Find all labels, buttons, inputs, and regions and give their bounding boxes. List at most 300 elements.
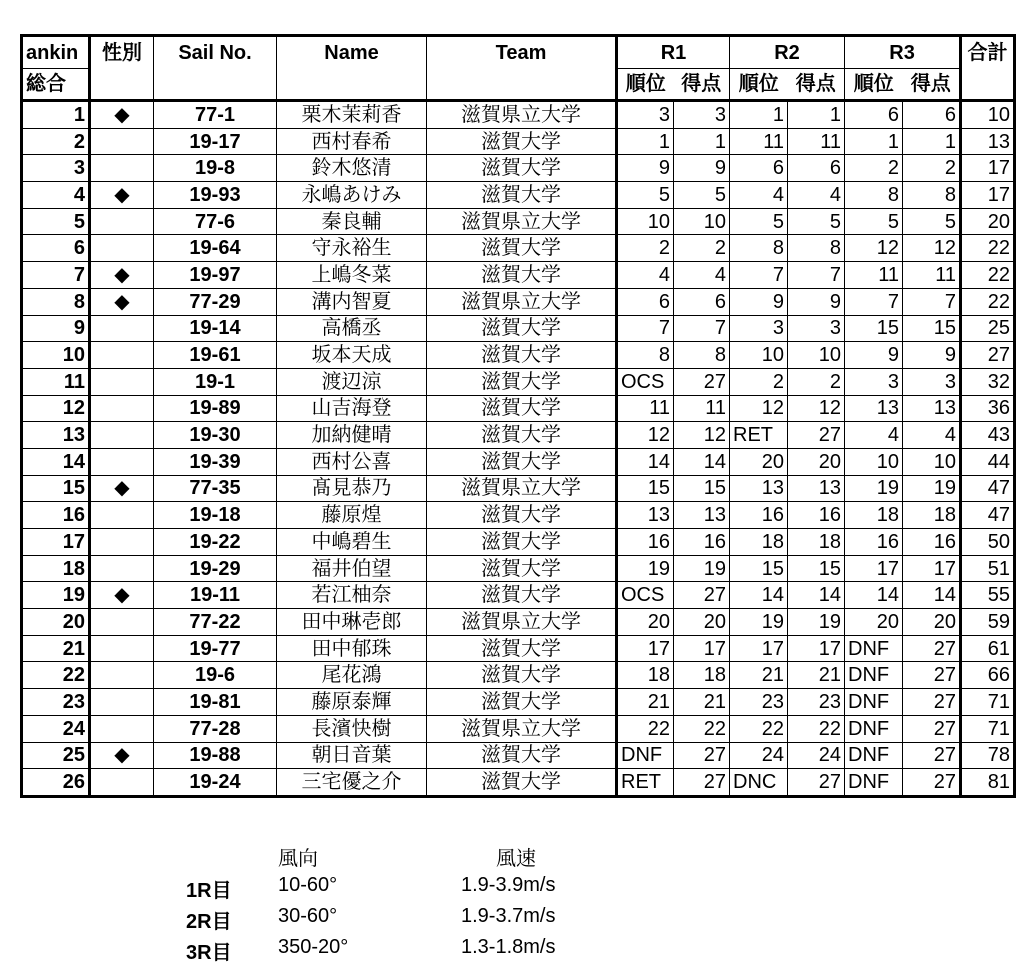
- cell-r1s: 14: [674, 448, 730, 475]
- cell-team: 滋賀大学: [427, 742, 617, 769]
- cell-gender: ◆: [90, 288, 154, 315]
- cell-r1p: 9: [617, 155, 674, 182]
- cell-gender: [90, 315, 154, 342]
- cell-name: 朝日音葉: [277, 742, 427, 769]
- cell-r2p: 11: [730, 128, 788, 155]
- cell-total: 78: [961, 742, 1015, 769]
- cell-total: 55: [961, 582, 1015, 609]
- cell-name: 山吉海登: [277, 395, 427, 422]
- cell-rank: 8: [22, 288, 90, 315]
- cell-gender: [90, 689, 154, 716]
- cell-name: 高橋丞: [277, 315, 427, 342]
- cell-sail: 19-77: [154, 635, 277, 662]
- table-row: [22, 609, 1015, 636]
- cell-rank: 17: [22, 529, 90, 556]
- header-r1-pos: 順位: [617, 69, 674, 101]
- table-row: [22, 128, 1015, 155]
- cell-team: 滋賀大学: [427, 582, 617, 609]
- cell-sail: 19-1: [154, 368, 277, 395]
- cell-r2s: 5: [788, 208, 845, 235]
- cell-gender: ◆: [90, 475, 154, 502]
- cell-r3p: 8: [845, 182, 903, 209]
- wind-direction-value: 30-60°: [278, 905, 338, 927]
- cell-r2p: 8: [730, 235, 788, 262]
- cell-total: 22: [961, 262, 1015, 289]
- cell-r1p: 12: [617, 422, 674, 449]
- cell-r2p: 21: [730, 662, 788, 689]
- cell-sail: 77-35: [154, 475, 277, 502]
- cell-team: 滋賀大学: [427, 448, 617, 475]
- table-row: [22, 235, 1015, 262]
- cell-sail: 19-88: [154, 742, 277, 769]
- cell-total: 13: [961, 128, 1015, 155]
- cell-rank: 4: [22, 182, 90, 209]
- cell-gender: [90, 208, 154, 235]
- cell-r2p: 6: [730, 155, 788, 182]
- table-row: [22, 448, 1015, 475]
- cell-team: 滋賀大学: [427, 235, 617, 262]
- cell-r1s: 13: [674, 502, 730, 529]
- cell-r1s: 27: [674, 368, 730, 395]
- cell-r2p: 18: [730, 529, 788, 556]
- cell-gender: [90, 155, 154, 182]
- cell-r1p: 10: [617, 208, 674, 235]
- wind-race-label: 3R目: [186, 942, 232, 964]
- cell-name: 田中琳壱郎: [277, 609, 427, 636]
- cell-r2p: 15: [730, 555, 788, 582]
- cell-r3p: DNF: [845, 742, 903, 769]
- cell-r3p: 14: [845, 582, 903, 609]
- cell-sail: 19-64: [154, 235, 277, 262]
- cell-gender: ◆: [90, 262, 154, 289]
- cell-r2p: 13: [730, 475, 788, 502]
- cell-gender: [90, 715, 154, 742]
- cell-sail: 77-29: [154, 288, 277, 315]
- cell-rank: 6: [22, 235, 90, 262]
- cell-r3p: 12: [845, 235, 903, 262]
- cell-r3s: 7: [903, 288, 961, 315]
- table-row: [22, 101, 1015, 129]
- cell-r3s: 27: [903, 635, 961, 662]
- header-r2-score: 得点: [788, 69, 845, 101]
- cell-r2p: 14: [730, 582, 788, 609]
- cell-r2s: 24: [788, 742, 845, 769]
- cell-r3p: 1: [845, 128, 903, 155]
- cell-r1p: 20: [617, 609, 674, 636]
- cell-total: 36: [961, 395, 1015, 422]
- cell-name: 守永裕生: [277, 235, 427, 262]
- cell-team: 滋賀大学: [427, 395, 617, 422]
- cell-r1p: 1: [617, 128, 674, 155]
- cell-name: 藤原泰輝: [277, 689, 427, 716]
- cell-team: 滋賀大学: [427, 422, 617, 449]
- cell-r1s: 9: [674, 155, 730, 182]
- cell-r1s: 3: [674, 101, 730, 129]
- cell-r2p: 20: [730, 448, 788, 475]
- cell-r2s: 10: [788, 342, 845, 369]
- cell-r2p: 12: [730, 395, 788, 422]
- cell-gender: [90, 128, 154, 155]
- header-gender: 性別: [90, 36, 154, 69]
- cell-r2s: 9: [788, 288, 845, 315]
- cell-total: 71: [961, 715, 1015, 742]
- cell-r3p: DNF: [845, 769, 903, 797]
- cell-name: 上嶋冬菜: [277, 262, 427, 289]
- cell-r3s: 27: [903, 715, 961, 742]
- cell-name: 福井伯望: [277, 555, 427, 582]
- cell-r1p: 6: [617, 288, 674, 315]
- header-ranking: ankin: [22, 36, 90, 69]
- cell-r3p: 15: [845, 315, 903, 342]
- header-r3-pos: 順位: [845, 69, 903, 101]
- cell-r3s: 15: [903, 315, 961, 342]
- table-row: [22, 182, 1015, 209]
- cell-rank: 7: [22, 262, 90, 289]
- wind-race-label: 1R目: [186, 880, 232, 902]
- header-ranking-overall: 総合: [22, 69, 90, 101]
- cell-r1s: 16: [674, 529, 730, 556]
- cell-r3s: 14: [903, 582, 961, 609]
- cell-gender: [90, 555, 154, 582]
- cell-r3p: 18: [845, 502, 903, 529]
- cell-r2s: 18: [788, 529, 845, 556]
- cell-r1s: 1: [674, 128, 730, 155]
- cell-total: 59: [961, 609, 1015, 636]
- cell-name: 加納健晴: [277, 422, 427, 449]
- table-row: [22, 662, 1015, 689]
- cell-gender: [90, 609, 154, 636]
- cell-name: 秦良輔: [277, 208, 427, 235]
- cell-r2s: 13: [788, 475, 845, 502]
- cell-rank: 3: [22, 155, 90, 182]
- cell-r3s: 27: [903, 742, 961, 769]
- cell-total: 32: [961, 368, 1015, 395]
- cell-r1p: OCS: [617, 368, 674, 395]
- cell-r1s: 17: [674, 635, 730, 662]
- cell-r2s: 2: [788, 368, 845, 395]
- cell-r3s: 6: [903, 101, 961, 129]
- cell-r3s: 27: [903, 662, 961, 689]
- cell-gender: [90, 368, 154, 395]
- cell-rank: 19: [22, 582, 90, 609]
- cell-r3s: 18: [903, 502, 961, 529]
- header-r3: R3: [845, 36, 961, 69]
- cell-total: 17: [961, 155, 1015, 182]
- cell-r1s: 15: [674, 475, 730, 502]
- cell-sail: 19-39: [154, 448, 277, 475]
- wind-speed-value: 1.9-3.7m/s: [461, 905, 556, 927]
- cell-total: 22: [961, 288, 1015, 315]
- table-row: [22, 315, 1015, 342]
- cell-rank: 16: [22, 502, 90, 529]
- cell-rank: 21: [22, 635, 90, 662]
- cell-sail: 19-18: [154, 502, 277, 529]
- cell-gender: [90, 769, 154, 797]
- cell-sail: 19-89: [154, 395, 277, 422]
- cell-r2s: 12: [788, 395, 845, 422]
- wind-conditions: [0, 836, 1031, 976]
- cell-r2s: 17: [788, 635, 845, 662]
- cell-rank: 15: [22, 475, 90, 502]
- cell-r3p: 10: [845, 448, 903, 475]
- header-name: Name: [277, 36, 427, 69]
- cell-r3s: 27: [903, 769, 961, 797]
- header-r1: R1: [617, 36, 730, 69]
- cell-total: 47: [961, 502, 1015, 529]
- cell-r2p: 24: [730, 742, 788, 769]
- cell-total: 22: [961, 235, 1015, 262]
- cell-total: 71: [961, 689, 1015, 716]
- cell-total: 66: [961, 662, 1015, 689]
- cell-r3s: 12: [903, 235, 961, 262]
- cell-r1s: 2: [674, 235, 730, 262]
- cell-team: 滋賀大学: [427, 182, 617, 209]
- cell-r2s: 4: [788, 182, 845, 209]
- cell-rank: 12: [22, 395, 90, 422]
- cell-r3s: 19: [903, 475, 961, 502]
- cell-r1p: 13: [617, 502, 674, 529]
- cell-gender: [90, 635, 154, 662]
- cell-r3p: 19: [845, 475, 903, 502]
- cell-r3s: 11: [903, 262, 961, 289]
- cell-name: 尾花鴻: [277, 662, 427, 689]
- cell-rank: 1: [22, 101, 90, 129]
- cell-r1s: 18: [674, 662, 730, 689]
- cell-name: 永嶋あけみ: [277, 182, 427, 209]
- cell-r1s: 27: [674, 742, 730, 769]
- cell-r1s: 27: [674, 582, 730, 609]
- cell-rank: 18: [22, 555, 90, 582]
- cell-r3s: 27: [903, 689, 961, 716]
- cell-r2p: RET: [730, 422, 788, 449]
- cell-r2p: 7: [730, 262, 788, 289]
- cell-r2p: 5: [730, 208, 788, 235]
- cell-total: 47: [961, 475, 1015, 502]
- header-sail-blank: [154, 69, 277, 101]
- cell-name: 藤原煌: [277, 502, 427, 529]
- cell-team: 滋賀大学: [427, 128, 617, 155]
- cell-team: 滋賀大学: [427, 342, 617, 369]
- cell-r2s: 23: [788, 689, 845, 716]
- cell-name: 渡辺涼: [277, 368, 427, 395]
- cell-name: 髙見恭乃: [277, 475, 427, 502]
- table-row: [22, 582, 1015, 609]
- cell-rank: 2: [22, 128, 90, 155]
- cell-r3s: 8: [903, 182, 961, 209]
- cell-r3p: DNF: [845, 635, 903, 662]
- cell-name: 若江柚奈: [277, 582, 427, 609]
- table-row: [22, 555, 1015, 582]
- cell-r3s: 9: [903, 342, 961, 369]
- cell-r3s: 17: [903, 555, 961, 582]
- cell-team: 滋賀大学: [427, 155, 617, 182]
- table-row: [22, 342, 1015, 369]
- cell-total: 27: [961, 342, 1015, 369]
- cell-gender: [90, 448, 154, 475]
- cell-name: 鈴木悠清: [277, 155, 427, 182]
- cell-sail: 19-17: [154, 128, 277, 155]
- cell-sail: 77-1: [154, 101, 277, 129]
- cell-r3p: 5: [845, 208, 903, 235]
- cell-r3p: 17: [845, 555, 903, 582]
- cell-team: 滋賀大学: [427, 368, 617, 395]
- cell-r2p: 23: [730, 689, 788, 716]
- wind-direction-value: 350-20°: [278, 936, 349, 958]
- header-name-blank: [277, 69, 427, 101]
- cell-r2p: 22: [730, 715, 788, 742]
- cell-sail: 19-22: [154, 529, 277, 556]
- cell-r1p: 16: [617, 529, 674, 556]
- cell-r1p: RET: [617, 769, 674, 797]
- cell-r2s: 21: [788, 662, 845, 689]
- cell-name: 長濱快樹: [277, 715, 427, 742]
- cell-r1s: 8: [674, 342, 730, 369]
- cell-sail: 19-81: [154, 689, 277, 716]
- header-r2-pos: 順位: [730, 69, 788, 101]
- cell-r1p: 2: [617, 235, 674, 262]
- cell-r1s: 7: [674, 315, 730, 342]
- cell-r3p: 13: [845, 395, 903, 422]
- cell-r3p: 2: [845, 155, 903, 182]
- cell-r2s: 11: [788, 128, 845, 155]
- cell-team: 滋賀県立大学: [427, 715, 617, 742]
- cell-sail: 77-6: [154, 208, 277, 235]
- wind-speed-value: 1.9-3.9m/s: [461, 874, 556, 896]
- table-row: [22, 422, 1015, 449]
- table-row: [22, 475, 1015, 502]
- cell-rank: 14: [22, 448, 90, 475]
- cell-r1p: 15: [617, 475, 674, 502]
- cell-rank: 20: [22, 609, 90, 636]
- cell-r3s: 20: [903, 609, 961, 636]
- cell-total: 61: [961, 635, 1015, 662]
- cell-team: 滋賀県立大学: [427, 101, 617, 129]
- cell-total: 51: [961, 555, 1015, 582]
- cell-gender: [90, 235, 154, 262]
- cell-r2s: 27: [788, 422, 845, 449]
- header-total: 合計: [961, 36, 1015, 69]
- cell-r3p: 11: [845, 262, 903, 289]
- cell-sail: 19-14: [154, 315, 277, 342]
- cell-team: 滋賀大学: [427, 689, 617, 716]
- cell-r3p: 3: [845, 368, 903, 395]
- cell-r2p: 2: [730, 368, 788, 395]
- cell-r2p: 1: [730, 101, 788, 129]
- results-body: [22, 101, 1015, 797]
- table-row: [22, 689, 1015, 716]
- cell-sail: 19-30: [154, 422, 277, 449]
- cell-r2s: 27: [788, 769, 845, 797]
- cell-rank: 10: [22, 342, 90, 369]
- cell-sail: 77-22: [154, 609, 277, 636]
- cell-gender: [90, 529, 154, 556]
- cell-r1p: 18: [617, 662, 674, 689]
- cell-r3p: 6: [845, 101, 903, 129]
- cell-name: 三宅優之介: [277, 769, 427, 797]
- cell-r2s: 6: [788, 155, 845, 182]
- cell-r3p: 9: [845, 342, 903, 369]
- cell-r2s: 19: [788, 609, 845, 636]
- cell-gender: [90, 342, 154, 369]
- cell-r1s: 6: [674, 288, 730, 315]
- cell-gender: ◆: [90, 101, 154, 129]
- cell-r3p: DNF: [845, 715, 903, 742]
- results-table: [20, 34, 1016, 798]
- cell-sail: 19-6: [154, 662, 277, 689]
- cell-r3s: 5: [903, 208, 961, 235]
- cell-gender: [90, 502, 154, 529]
- cell-name: 西村公喜: [277, 448, 427, 475]
- cell-r2s: 3: [788, 315, 845, 342]
- cell-r3s: 2: [903, 155, 961, 182]
- cell-rank: 13: [22, 422, 90, 449]
- cell-team: 滋賀県立大学: [427, 208, 617, 235]
- cell-r1p: 5: [617, 182, 674, 209]
- cell-r1p: 21: [617, 689, 674, 716]
- cell-r3s: 4: [903, 422, 961, 449]
- cell-sail: 19-93: [154, 182, 277, 209]
- cell-sail: 19-8: [154, 155, 277, 182]
- table-row: [22, 155, 1015, 182]
- cell-name: 中嶋碧生: [277, 529, 427, 556]
- cell-gender: ◆: [90, 582, 154, 609]
- cell-r3s: 13: [903, 395, 961, 422]
- cell-r3p: 7: [845, 288, 903, 315]
- cell-r2s: 7: [788, 262, 845, 289]
- cell-r2p: 16: [730, 502, 788, 529]
- header-gender-blank: [90, 69, 154, 101]
- table-row: [22, 769, 1015, 797]
- header-total-blank: [961, 69, 1015, 101]
- cell-r1s: 21: [674, 689, 730, 716]
- cell-r2s: 16: [788, 502, 845, 529]
- table-row: [22, 208, 1015, 235]
- cell-r1s: 19: [674, 555, 730, 582]
- cell-r1p: 7: [617, 315, 674, 342]
- cell-sail: 19-24: [154, 769, 277, 797]
- table-row: [22, 529, 1015, 556]
- cell-team: 滋賀県立大学: [427, 475, 617, 502]
- cell-r1p: 3: [617, 101, 674, 129]
- cell-total: 81: [961, 769, 1015, 797]
- cell-r1s: 27: [674, 769, 730, 797]
- cell-r3p: DNF: [845, 662, 903, 689]
- cell-r1s: 20: [674, 609, 730, 636]
- cell-r2s: 15: [788, 555, 845, 582]
- cell-r3s: 3: [903, 368, 961, 395]
- cell-r1p: 4: [617, 262, 674, 289]
- wind-race-label: 2R目: [186, 911, 232, 933]
- cell-team: 滋賀大学: [427, 529, 617, 556]
- cell-total: 10: [961, 101, 1015, 129]
- table-row: [22, 368, 1015, 395]
- table-row: [22, 635, 1015, 662]
- cell-sail: 19-97: [154, 262, 277, 289]
- cell-rank: 22: [22, 662, 90, 689]
- header-r1-score: 得点: [674, 69, 730, 101]
- cell-team: 滋賀大学: [427, 262, 617, 289]
- cell-team: 滋賀大学: [427, 315, 617, 342]
- cell-team: 滋賀県立大学: [427, 288, 617, 315]
- cell-name: 田中郁珠: [277, 635, 427, 662]
- cell-gender: [90, 395, 154, 422]
- cell-r1p: 8: [617, 342, 674, 369]
- cell-r1s: 10: [674, 208, 730, 235]
- cell-total: 25: [961, 315, 1015, 342]
- cell-r1s: 22: [674, 715, 730, 742]
- cell-team: 滋賀大学: [427, 662, 617, 689]
- wind-direction-label: 風向: [278, 848, 318, 870]
